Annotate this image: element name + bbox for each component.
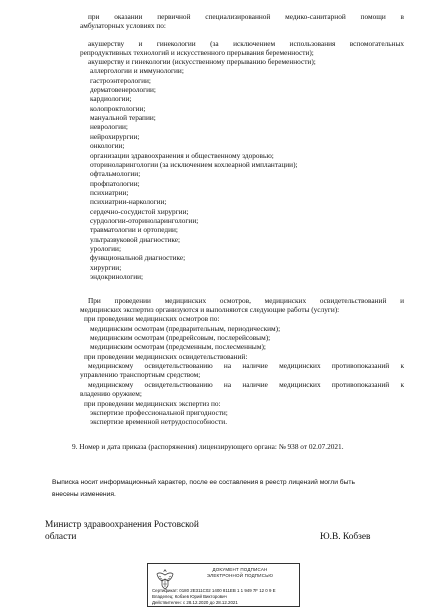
specialty-item: дерматовенерологии; [90,85,156,95]
stamp-title: ДОКУМЕНТ ПОДПИСАН [212,567,268,572]
specialty-item: психиатрии-наркологии; [90,197,167,207]
specialty-item: ультразвуковой диагностике; [90,234,181,244]
exams-intro-line-2: медицинских экспертиз организуются и выполняются следующие работы (услуги): [80,305,340,314]
order-number-item: 9. Номер и дата приказа (распоряжения) лицензирующего органа: № 938 от 02.07.2021. [72,442,344,451]
specialty-item: травматологии и ортопедии; [90,225,178,235]
notice-line-1: Выписка носит информационный характер, после ее составления в реестр лицензий могли быть [52,479,355,486]
intro-line-1: при оказании первичной специализированной медико-санитарной помощи в [88,12,404,21]
stamp-title-line-2: ЭЛЕКТРОННОЙ ПОДПИСЬЮ [206,573,274,578]
specialty-item: офтальмологии; [90,169,141,179]
cert-heading: при проведении медицинских освидетельствований: [84,352,248,361]
expert-item: экспертизе временной нетрудоспособности. [90,417,228,426]
specialty-item: организации здравоохранения и общественному здоровью; [90,150,274,160]
exam-item: медицинским осмотрам (предсменным, послесменным); [90,342,266,351]
stamp-owner: Владелец: Кобзев Юрий Викторович [152,594,227,599]
cert-transport-line-1: медицинскому освидетельствованию на наличие медицинских противопоказаний к [88,361,404,370]
specialty-item: профпатологии; [90,178,140,188]
specialty-item: функциональной диагностике; [90,253,186,263]
specialty-item: эндокринологии; [90,272,144,282]
specialty-item: кардиологии; [90,94,132,104]
cert-weapon-line-2: владению оружием; [80,389,142,398]
ob-gyn-line-1: акушерству и гинекологии (за исключением использования вспомогательных [88,39,404,48]
specialty-item: мануальной терапии; [90,113,156,123]
exam-item: медицинским осмотрам (предварительным, периодическим); [90,324,281,333]
specialty-item: сердечно-сосудистой хирургии; [90,206,189,216]
specialty-item: нейрохирургии; [90,131,140,141]
notice-line-2: внесены изменения. [52,491,116,498]
signatory-position-line-2: области [45,532,77,542]
specialty-item: аллергологии и иммунологии; [90,66,184,76]
specialty-item: неврологии; [90,122,128,132]
specialty-item: онкологии; [90,141,125,151]
expert-item: экспертизе профессиональной пригодности; [90,408,228,417]
specialty-item: колопроктологии; [90,103,146,113]
exam-item: медицинским осмотрам (предрейсовым, послерейсовым); [90,333,271,342]
specialty-item: сурдологии-оториноларингологии; [90,215,199,225]
specialty-item: психиатрии; [90,187,129,197]
specialty-item: урологии; [90,244,121,253]
intro-line-2: амбулаторных условиях по: [80,21,166,30]
expert-heading: при проведении медицинских экспертиз по: [84,399,221,408]
stamp-validity: Действителен: с 28.12.2020 до 28.12.2021 [152,600,238,605]
cert-transport-line-2: управлению транспортным средством; [80,370,201,379]
exams-heading: при проведении медицинских осмотров по: [84,314,220,323]
ob-gyn-line-2: репродуктивных технологий и искусственного прерывания беременности); [80,48,314,57]
specialty-item: оториноларингологии (за исключением кохлеарной имплантации); [90,159,298,169]
electronic-signature-stamp [147,563,300,607]
specialty-item: гастроэнтерологии; [90,75,151,85]
exams-intro-line-1: При проведении медицинских осмотров, медицинских освидетельствований и [88,296,404,305]
cert-weapon-line-1: медицинскому освидетельствованию на наличие медицинских противопоказаний к [88,380,404,389]
signatory-position: Министр здравоохранения Ростовской [45,520,199,530]
signatory-name: Ю.В. Кобзев [320,532,371,542]
specialty-item: хирургии; [90,262,122,272]
stamp-certificate: Сертификат: 0180 2E311C02 1400 811EB 1 1 949 7F 12 0 9 E [152,588,276,593]
specialty-item: акушерству и гинекологии (искусственному прерыванию беременности); [88,57,316,66]
